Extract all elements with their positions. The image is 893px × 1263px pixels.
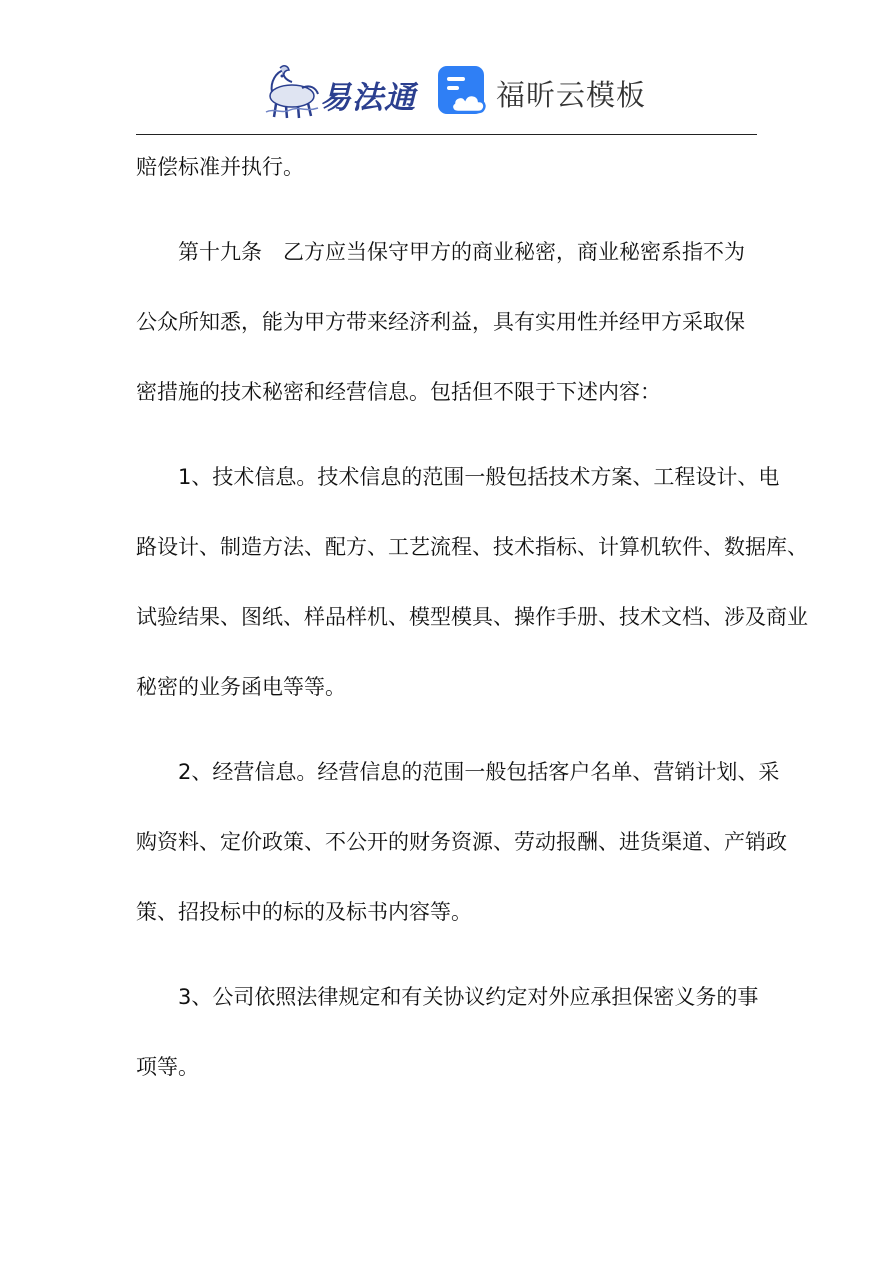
text-line: 试验结果、图纸、样品样机、模型模具、操作手册、技术文档、涉及商业	[136, 605, 808, 629]
cloud-document-icon	[436, 64, 490, 118]
text-line: 2、经营信息。经营信息的范围一般包括客户名单、营销计划、采	[178, 760, 780, 784]
text-line: 策、招投标中的标的及标书内容等。	[136, 900, 472, 924]
qilin-mascot-icon	[262, 62, 322, 120]
text-line: 密措施的技术秘密和经营信息。包括但不限于下述内容：	[136, 380, 661, 404]
text-line: 赔偿标准并执行。	[136, 155, 304, 179]
yifatong-logo	[262, 62, 414, 120]
text-line: 秘密的业务函电等等。	[136, 675, 346, 699]
text-line: 第十九条 乙方应当保守甲方的商业秘密，商业秘密系指不为	[178, 240, 745, 264]
text-line: 1、技术信息。技术信息的范围一般包括技术方案、工程设计、电	[178, 465, 780, 489]
yifatong-brand-text: 易法通	[320, 80, 416, 116]
text-line: 项等。	[136, 1055, 199, 1079]
text-line: 3、公司依照法律规定和有关协议约定对外应承担保密义务的事	[178, 985, 759, 1009]
fuxin-brand-text: 福昕云模板	[496, 78, 647, 112]
text-line: 购资料、定价政策、不公开的财务资源、劳动报酬、进货渠道、产销政	[136, 830, 787, 854]
page-header	[0, 0, 893, 135]
text-line: 路设计、制造方法、配方、工艺流程、技术指标、计算机软件、数据库、	[136, 535, 808, 559]
header-divider	[136, 134, 757, 135]
text-line: 公众所知悉，能为甲方带来经济利益，具有实用性并经甲方采取保	[136, 310, 745, 334]
